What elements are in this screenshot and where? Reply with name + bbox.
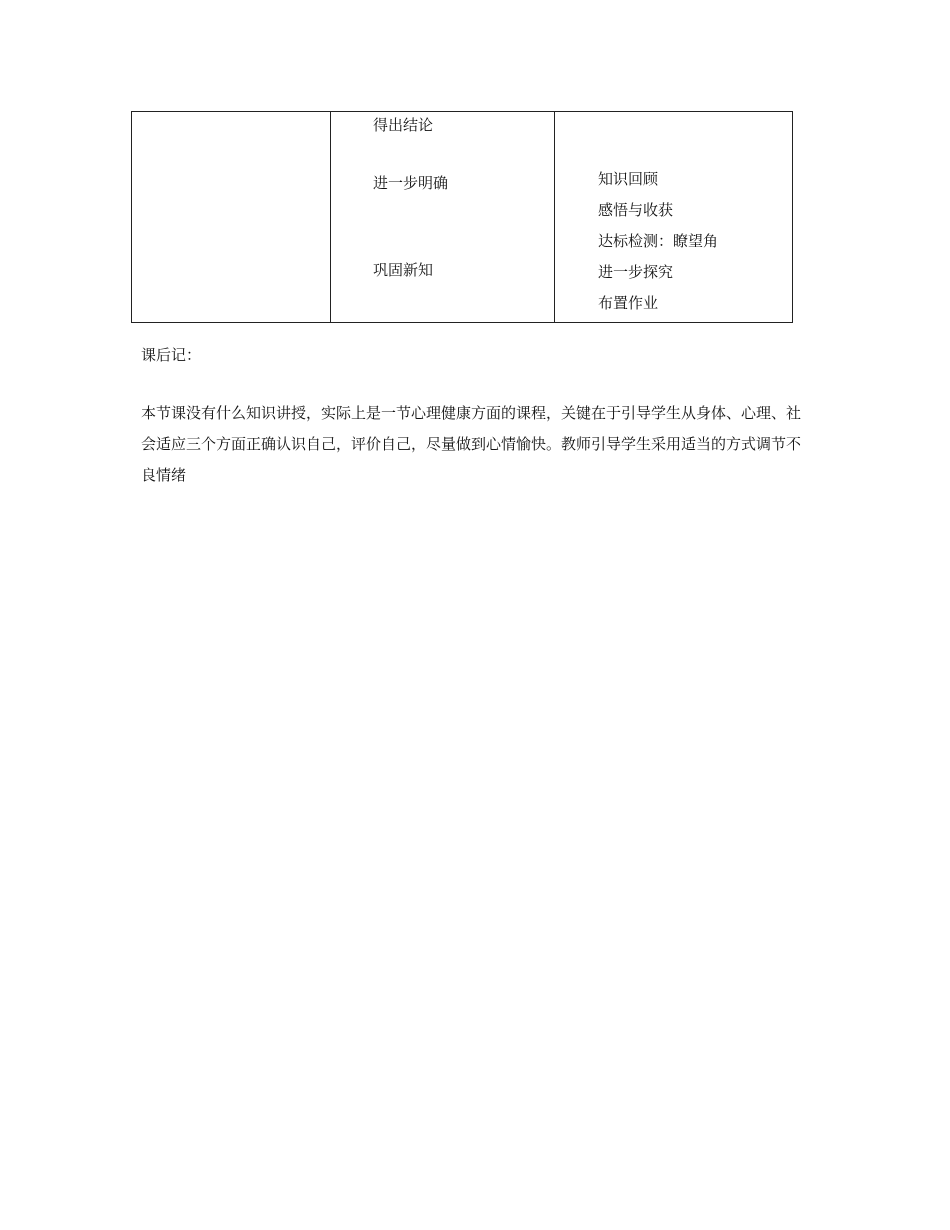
table-cell-empty xyxy=(132,112,331,322)
activity-item: 进一步探究 xyxy=(598,263,674,281)
table-cell-steps xyxy=(331,112,555,322)
activity-item: 感悟与收获 xyxy=(598,201,674,219)
lesson-table xyxy=(131,111,793,323)
activity-item: 知识回顾 xyxy=(598,170,659,188)
step-consolidate: 巩固新知 xyxy=(373,261,434,279)
step-clarify: 进一步明确 xyxy=(373,174,449,192)
after-class-notes-heading: 课后记： xyxy=(141,346,202,364)
step-conclusion: 得出结论 xyxy=(373,116,434,134)
after-class-notes-body: 本节课没有什么知识讲授，实际上是一节心理健康方面的课程，关键在于引导学生从身体、心理、社会适应三个方面正确认识自己，评价自己，尽量做到心情愉快。教师引导学生采用适当的方式调节不良情绪 xyxy=(141,404,802,484)
activity-item: 达标检测：瞭望角 xyxy=(598,232,719,250)
table-cell-activities xyxy=(555,112,792,322)
activity-item: 布置作业 xyxy=(598,294,659,312)
